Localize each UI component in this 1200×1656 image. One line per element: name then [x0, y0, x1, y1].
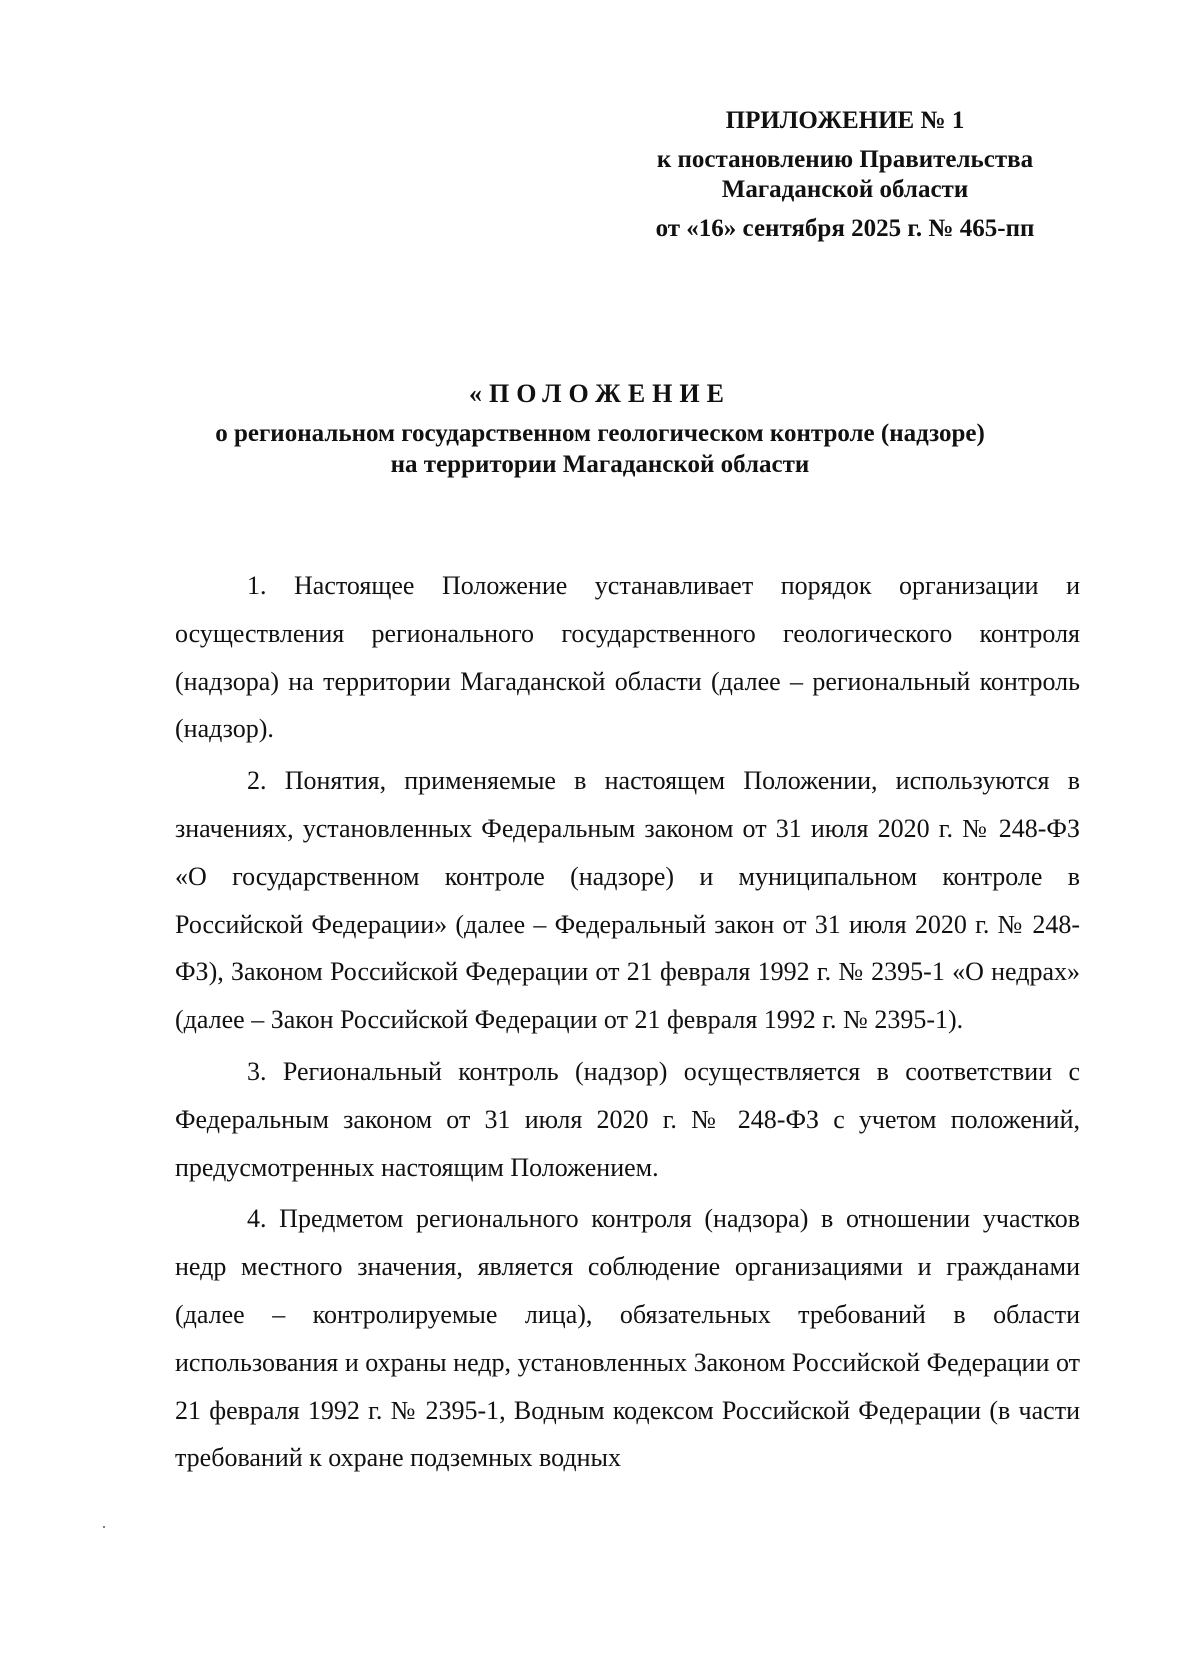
paragraph-1: 1. Настоящее Положение устанавливает порядок организации и осуществления регионального государственного геологического контроля (надзора) на территории Магаданской области (далее – региональный контроль (надзор).	[175, 571, 1080, 744]
document-subtitle-1: о региональном государственном геологическом контроле (надзоре)	[215, 420, 985, 447]
appendix-title: ПРИЛОЖЕНИЕ № 1	[725, 107, 965, 134]
document-body	[175, 562, 1080, 1486]
appendix-line-2: Магаданской области	[721, 176, 969, 203]
paragraph-4: 4. Предметом регионального контроля (надзора) в отношении участков недр местного значения, является соблюдение организациями и гражданами (далее – контролируемые лица), обязательных требований в области использования и охраны недр, установленных Законом Российской Федерации от 21 февраля 1992 г. № 2395-1, Водным кодексом Российской Федерации (в части требований к охране подземных водных	[175, 1204, 1080, 1473]
appendix-block	[610, 106, 1080, 244]
document-heading	[120, 378, 1080, 480]
document-title: «ПОЛОЖЕНИЕ	[469, 379, 731, 408]
scan-speck	[103, 1526, 105, 1528]
appendix-line-1: к постановлению Правительства	[656, 146, 1034, 173]
document-subtitle-2: на территории Магаданской области	[390, 451, 810, 478]
paragraph-3: 3. Региональный контроль (надзор) осуществляется в соответствии с Федеральным законом от 31 июля 2020 г. № 248-ФЗ с учетом положений, предусмотренных настоящим Положением.	[175, 1056, 1080, 1182]
appendix-date-line: от «16» сентября 2025 г. № 465-пп	[655, 215, 1035, 242]
paragraph-2: 2. Понятия, применяемые в настоящем Положении, используются в значениях, установленных Федеральным законом от 31 июля 2020 г. № 248-ФЗ «О государственном контроле (надзоре) и муниципальном контроле в Российской Федерации» (далее – Федеральный закон от 31 июля 2020 г. № 248-ФЗ), Законом Российской Федерации от 21 февраля 1992 г. № 2395-1 «О недрах» (далее – Закон Российской Федерации от 21 февраля 1992 г. № 2395-1).	[175, 766, 1080, 1035]
